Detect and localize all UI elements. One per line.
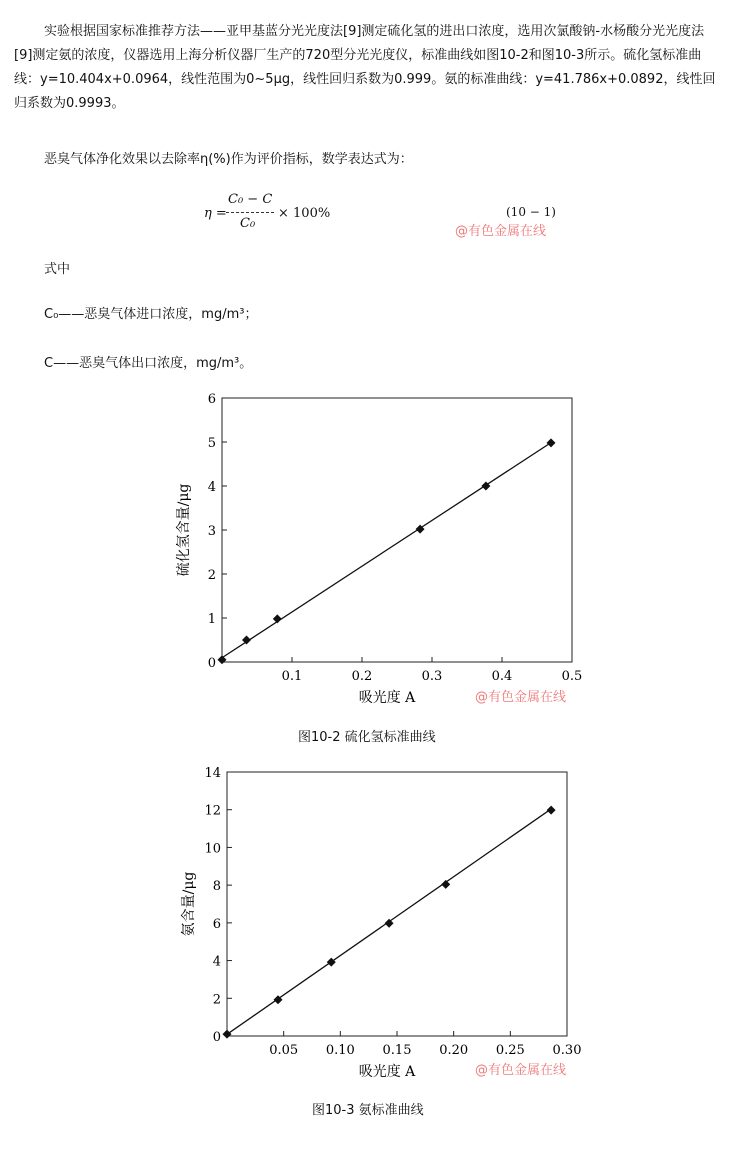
data-point — [547, 806, 556, 815]
y-tick-label: 1 — [207, 612, 216, 627]
y-tick-label: 4 — [207, 480, 216, 495]
x-tick-label: 0.1 — [281, 669, 303, 684]
x-tick-label: 0.5 — [561, 669, 583, 684]
where-label: 式中 — [44, 262, 71, 277]
intro-paragraph: 实验根据国家标准推荐方法——亚甲基蓝分光光度法[9]测定硫化氢的进出口浓度，选用次氯酸钠-水杨酸分光光度法[9]测定氨的浓度，仪器选用上海分析仪器厂生产的720型分光光度仪，标准曲线如图10-2和图10-3所示。硫化氢标准曲线：y=10.404x+0.0964，线性范围为0~5μg，线性回归系数为0.999。氨的标准曲线：y=41.786x+0.0892，线性回归系数为0.9993。 — [14, 24, 716, 111]
x-tick-label: 0.20 — [439, 1043, 469, 1058]
data-point — [547, 438, 556, 447]
definition-c0: C₀——恶臭气体进口浓度，mg/m³； — [44, 307, 258, 322]
nh3-calibration-chart — [170, 760, 600, 1085]
data-point — [441, 880, 450, 889]
y-tick-label: 10 — [204, 841, 221, 857]
data-point — [223, 1030, 232, 1039]
y-tick-label: 14 — [204, 766, 221, 781]
h2s-calibration-chart — [170, 388, 600, 713]
watermark: @有色金属在线 — [455, 224, 547, 239]
x-tick-label: 0.3 — [421, 669, 443, 684]
definition-c: C——恶臭气体出口浓度，mg/m³。 — [44, 356, 253, 371]
formula-lhs: η = — [204, 206, 227, 221]
x-tick-label: 0.25 — [495, 1043, 525, 1058]
x-axis-label: 吸光度 A — [358, 1064, 416, 1080]
y-tick-label: 5 — [207, 436, 216, 451]
y-tick-label: 12 — [204, 803, 221, 819]
x-tick-label: 0.05 — [269, 1043, 299, 1058]
formula-rhs: × 100% — [278, 206, 331, 221]
y-axis-label: 氨含量/μg — [181, 871, 197, 937]
fit-line — [222, 443, 551, 658]
y-tick-label: 2 — [212, 992, 221, 1008]
data-point — [218, 655, 227, 664]
y-tick-label: 6 — [212, 916, 221, 932]
x-tick-label: 0.30 — [552, 1043, 582, 1058]
equation-number: (10 − 1) — [506, 205, 556, 219]
x-tick-label: 0.4 — [491, 669, 513, 684]
x-tick-label: 0.2 — [351, 669, 373, 684]
y-tick-label: 8 — [212, 879, 221, 895]
plot-frame — [222, 398, 572, 662]
y-axis-label: 硫化氢含量/μg — [176, 483, 192, 577]
formula-denominator: C₀ — [240, 216, 256, 231]
x-tick-label: 0.10 — [325, 1043, 355, 1058]
figure-caption-10-2: 图10-2 硫化氢标准曲线 — [298, 730, 436, 745]
y-tick-label: 2 — [207, 568, 216, 583]
formula-fraction-bar — [226, 212, 274, 213]
watermark-chart2: @有色金属在线 — [475, 1063, 567, 1078]
y-tick-label: 3 — [207, 524, 216, 539]
figure-caption-10-3: 图10-3 氨标准曲线 — [312, 1103, 424, 1118]
y-tick-label: 0 — [212, 1030, 221, 1045]
y-tick-label: 4 — [212, 954, 221, 970]
formula-numerator: C₀ − C — [228, 192, 273, 207]
data-point — [273, 614, 282, 623]
y-tick-label: 0 — [207, 656, 216, 671]
x-axis-label: 吸光度 A — [358, 690, 416, 706]
watermark-chart1: @有色金属在线 — [475, 690, 567, 705]
y-tick-label: 6 — [207, 392, 216, 407]
x-tick-label: 0.15 — [382, 1043, 412, 1058]
evaluation-paragraph: 恶臭气体净化效果以去除率η(%)作为评价指标，数学表达式为： — [44, 152, 413, 167]
